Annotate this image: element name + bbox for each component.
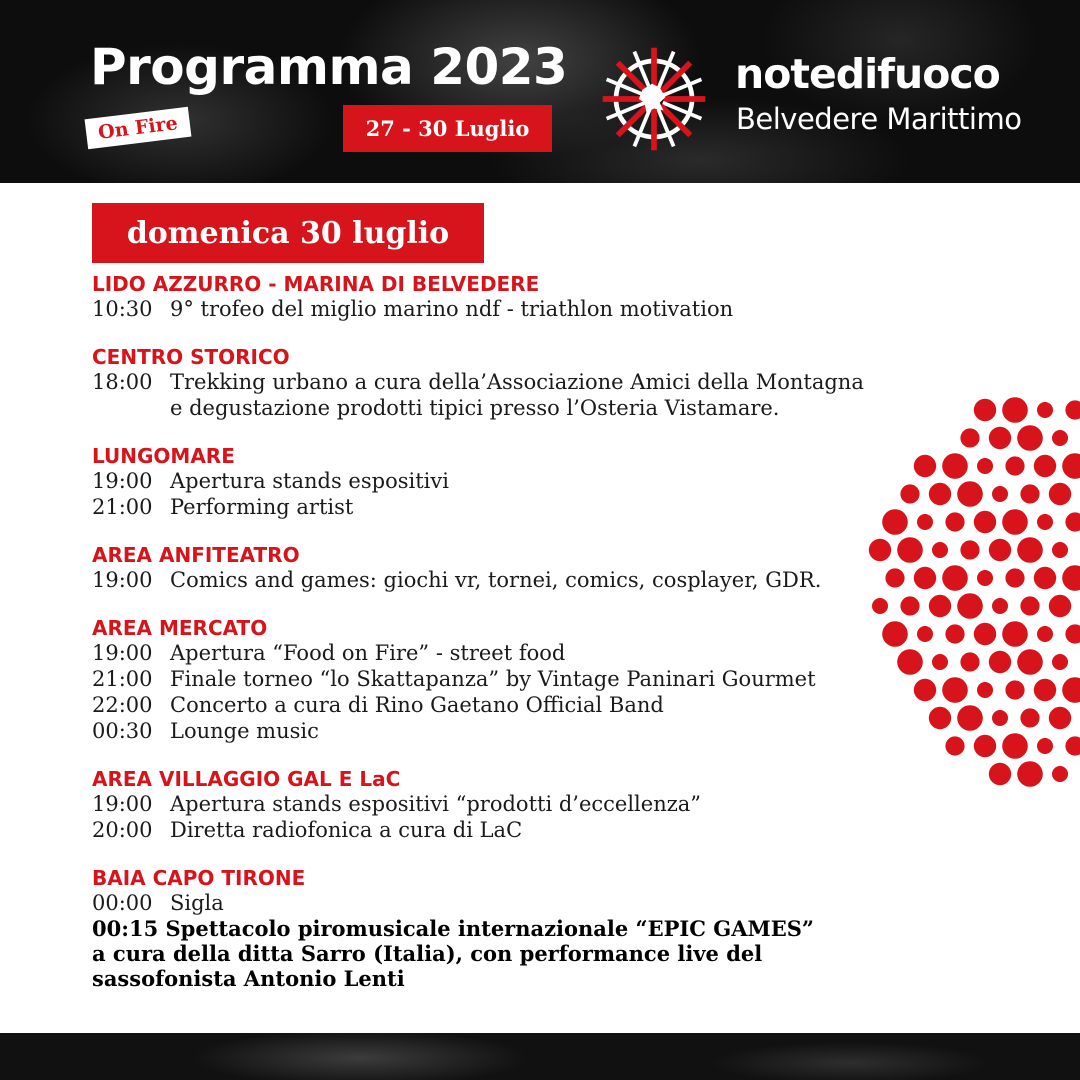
event-time: 19:00	[92, 641, 153, 665]
event-description: Comics and games: giochi vr, tornei, comics, cosplayer, GDR.	[170, 568, 822, 592]
page-title: Programma 2023	[90, 38, 568, 96]
event-row	[92, 718, 992, 744]
decor-dot	[1065, 624, 1080, 643]
event-time: 19:00	[92, 469, 153, 493]
event-time: 21:00	[92, 667, 153, 691]
venue-name: LIDO AZZURRO - MARINA DI BELVEDERE	[92, 272, 540, 296]
event-row	[92, 296, 992, 322]
event-time: 00:30	[92, 719, 153, 743]
decor-dot	[1017, 649, 1043, 675]
decor-dot	[1002, 509, 1028, 535]
decor-dot	[957, 481, 983, 507]
on-fire-tag: On Fire	[85, 107, 192, 149]
event-row	[92, 494, 992, 520]
event-description: 9° trofeo del miglio marino ndf - triathlon motivation	[170, 297, 734, 321]
decor-dot	[974, 735, 996, 757]
event-description: Performing artist	[170, 495, 354, 519]
venue-name: BAIA CAPO TIRONE	[92, 866, 306, 890]
decor-dot	[1049, 595, 1071, 617]
section-gap	[92, 744, 992, 767]
decor-dot	[1034, 679, 1056, 701]
decor-dot	[1062, 453, 1080, 479]
event-row	[92, 369, 992, 395]
decor-dot	[974, 623, 996, 645]
venue-section	[92, 866, 992, 991]
decor-dot	[1005, 568, 1024, 587]
day-banner: domenica 30 luglio	[92, 203, 484, 263]
decor-dot	[992, 486, 1008, 502]
decor-dot	[897, 537, 923, 563]
decor-dot	[1017, 537, 1043, 563]
decor-dot	[1065, 512, 1080, 531]
decor-dot	[1037, 514, 1053, 530]
decor-dot	[932, 542, 948, 558]
event-time: 22:00	[92, 693, 153, 717]
decor-dot	[1037, 626, 1053, 642]
decor-dot	[945, 624, 964, 643]
decor-dot	[960, 540, 979, 559]
decor-dot	[1049, 483, 1071, 505]
decor-dot	[1034, 567, 1056, 589]
event-row	[92, 640, 992, 666]
decor-dot	[1017, 761, 1043, 787]
decor-dot	[1020, 596, 1039, 615]
decor-dot	[957, 593, 983, 619]
event-time	[92, 395, 170, 421]
decor-dot	[989, 651, 1011, 673]
highlight-line	[92, 941, 992, 966]
decor-dot	[914, 455, 936, 477]
venue-name: AREA VILLAGGIO GAL E LaC	[92, 767, 401, 791]
venue-section	[92, 543, 992, 593]
decorative-dots	[860, 370, 1080, 810]
decor-dot	[1062, 677, 1080, 703]
highlight-line	[92, 966, 992, 991]
decor-dot	[992, 598, 1008, 614]
event-time: 19:00	[92, 568, 153, 592]
event-description: Apertura stands espositivi	[170, 469, 449, 493]
decor-dot	[1005, 680, 1024, 699]
event-row	[92, 890, 992, 916]
section-gap	[92, 322, 992, 345]
venue-section	[92, 767, 992, 843]
brand-name: notedifuoco	[735, 50, 1000, 98]
decor-dot	[1002, 621, 1028, 647]
venue-name: AREA ANFITEATRO	[92, 543, 300, 567]
decor-dot	[869, 539, 891, 561]
decor-dot	[977, 458, 993, 474]
venue-section	[92, 616, 992, 744]
decor-dot	[914, 679, 936, 701]
decor-dot	[1034, 455, 1056, 477]
decor-dot	[929, 483, 951, 505]
decor-dot	[872, 598, 888, 614]
footer-band	[0, 1033, 1080, 1080]
venue-section	[92, 272, 992, 322]
decor-dot	[1002, 733, 1028, 759]
section-gap	[92, 520, 992, 543]
decor-dot	[900, 484, 919, 503]
event-description: Apertura “Food on Fire” - street food	[170, 641, 566, 665]
decor-dot	[1052, 766, 1068, 782]
header-band	[0, 0, 1080, 183]
decor-dot	[1052, 430, 1068, 446]
decor-dot	[917, 514, 933, 530]
venue-section	[92, 444, 992, 520]
event-time: 19:00	[92, 792, 153, 816]
decor-dot	[945, 736, 964, 755]
decor-dot	[960, 428, 979, 447]
fireworks-logo-icon	[597, 42, 711, 156]
decor-dot	[932, 654, 948, 670]
decor-dot	[914, 567, 936, 589]
event-description: Trekking urbano a cura della’Associazione Amici della Montagna	[170, 370, 864, 394]
event-row	[92, 567, 992, 593]
decor-dot	[1065, 400, 1080, 419]
decor-dot	[957, 705, 983, 731]
decor-dot	[929, 595, 951, 617]
decor-dot	[1065, 736, 1080, 755]
decor-dot	[897, 649, 923, 675]
venue-name: CENTRO STORICO	[92, 345, 290, 369]
decor-dot	[885, 568, 904, 587]
brand-location: Belvedere Marittimo	[736, 102, 1022, 136]
event-description: e degustazione prodotti tipici presso l’Osteria Vistamare.	[170, 396, 780, 420]
venue-name: AREA MERCATO	[92, 616, 268, 640]
event-time: 10:30	[92, 297, 153, 321]
event-row	[92, 791, 992, 817]
event-row	[92, 468, 992, 494]
decor-dot	[942, 453, 968, 479]
section-gap	[92, 843, 992, 866]
decor-dot	[1052, 542, 1068, 558]
decor-dot	[1017, 425, 1043, 451]
highlight-line	[92, 916, 992, 941]
section-gap	[92, 421, 992, 444]
event-description: Lounge music	[170, 719, 319, 743]
decor-dot	[1037, 402, 1053, 418]
venue-section	[92, 345, 992, 421]
highlight-text: 00:15 Spettacolo piromusicale internazionale “EPIC GAMES”	[92, 916, 815, 941]
event-description: Diretta radiofonica a cura di LaC	[170, 818, 523, 842]
decor-dot	[929, 707, 951, 729]
decor-dot	[1037, 738, 1053, 754]
event-time: 00:00	[92, 891, 153, 915]
event-description: Apertura stands espositivi “prodotti d’eccellenza”	[170, 792, 702, 816]
decor-dot	[992, 710, 1008, 726]
decor-dot	[1062, 565, 1080, 591]
decor-dot	[1049, 707, 1071, 729]
decor-dot	[989, 427, 1011, 449]
decor-dot	[917, 626, 933, 642]
decor-dot	[974, 399, 996, 421]
decor-dot	[945, 512, 964, 531]
decor-dot	[882, 509, 908, 535]
highlight-text: a cura della ditta Sarro (Italia), con performance live del	[92, 941, 763, 966]
decor-dot	[989, 763, 1011, 785]
decor-dot	[1020, 708, 1039, 727]
decor-dot	[1002, 397, 1028, 423]
event-row	[92, 395, 992, 421]
event-row	[92, 817, 992, 843]
event-time: 21:00	[92, 495, 153, 519]
venue-name: LUNGOMARE	[92, 444, 235, 468]
event-description: Concerto a cura di Rino Gaetano Official Band	[170, 693, 664, 717]
festival-dates-badge: 27 - 30 Luglio	[343, 105, 552, 152]
event-description: Finale torneo “lo Skattapanza” by Vintage Paninari Gourmet	[170, 667, 816, 691]
event-description: Sigla	[170, 891, 224, 915]
section-gap	[92, 593, 992, 616]
decor-dot	[942, 565, 968, 591]
decor-dot	[974, 511, 996, 533]
decor-dot	[960, 652, 979, 671]
decor-dot	[977, 682, 993, 698]
highlight-text: sassofonista Antonio Lenti	[92, 966, 405, 991]
decor-dot	[1020, 484, 1039, 503]
event-time: 20:00	[92, 818, 153, 842]
decor-dot	[942, 677, 968, 703]
event-row	[92, 666, 992, 692]
event-time: 18:00	[92, 370, 153, 394]
schedule-list	[92, 272, 992, 991]
decor-dot	[1052, 654, 1068, 670]
decor-dot	[977, 570, 993, 586]
decor-dot	[882, 621, 908, 647]
event-row	[92, 692, 992, 718]
decor-dot	[989, 539, 1011, 561]
decor-dot	[900, 596, 919, 615]
decor-dot	[1005, 456, 1024, 475]
